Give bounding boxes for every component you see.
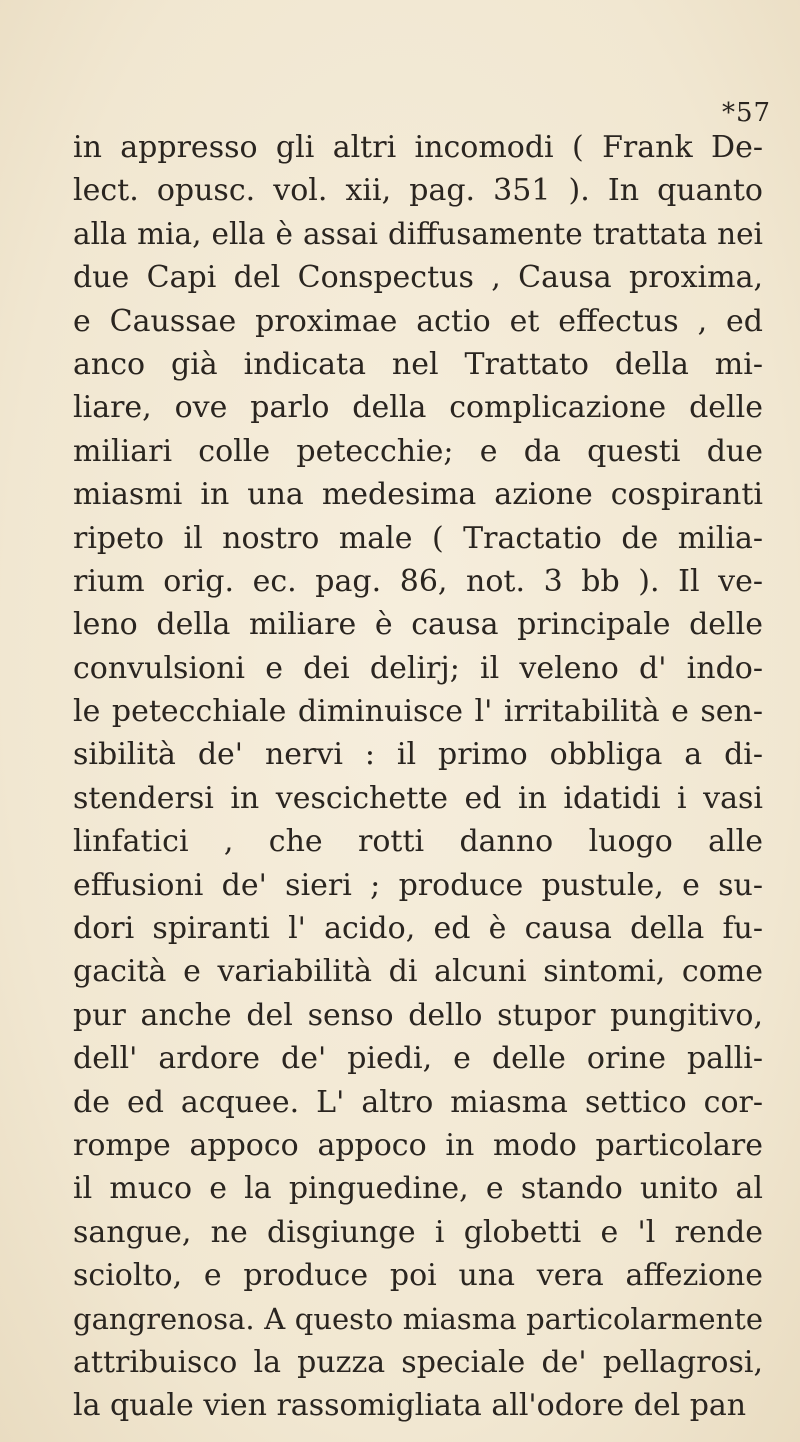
text-line: le petecchiale diminuisce l' irritabilità e sen-: [73, 694, 763, 730]
text-line: effusioni de' sieri ; produce pustule, e su-: [73, 867, 763, 903]
text-line: convulsioni e dei delirj; il veleno d' indo-: [73, 650, 763, 686]
text-line: ripeto il nostro male ( Tractatio de milia-: [73, 520, 763, 556]
text-line: la quale vien rassomigliata all'odore del pan: [73, 1388, 747, 1424]
text-line: e Caussae proximae actio et effectus , ed: [73, 303, 763, 339]
text-line: linfatici , che rotti danno luogo alle: [73, 824, 763, 860]
page-number: *57: [722, 98, 772, 128]
text-line: pur anche del senso dello stupor pungitivo,: [73, 997, 763, 1033]
text-line: sibilità de' nervi : il primo obbliga a di-: [73, 737, 763, 773]
text-line: sangue, ne disgiunge i globetti e 'l rende: [73, 1214, 763, 1250]
text-line: miasmi in una medesima azione cospiranti: [73, 477, 763, 513]
text-line: il muco e la pinguedine, e stando unito al: [73, 1171, 763, 1207]
body-text: [73, 126, 763, 1428]
text-line: sciolto, e produce poi una vera affezione: [73, 1258, 763, 1294]
text-line: liare, ove parlo della complicazione delle: [73, 390, 763, 426]
text-line: dori spiranti l' acido, ed è causa della fu-: [73, 911, 763, 947]
text-line: dell' ardore de' piedi, e delle orine palli-: [73, 1041, 763, 1077]
text-line: gangrenosa. A questo miasma particolarmente: [73, 1301, 763, 1336]
text-line: anco già indicata nel Trattato della mi-: [73, 346, 763, 382]
text-line: due Capi del Conspectus , Causa proxima,: [73, 260, 763, 296]
text-line: attribuisco la puzza speciale de' pellagrosi,: [73, 1344, 763, 1380]
text-line: stendersi in vescichette ed in idatidi i vasi: [73, 780, 763, 816]
text-line: in appresso gli altri incomodi ( Frank De-: [73, 130, 763, 165]
text-line: alla mia, ella è assai diffusamente trattata nei: [73, 216, 763, 251]
text-line: miliari colle petecchie; e da questi due: [73, 433, 763, 469]
text-line: gacità e variabilità di alcuni sintomi, come: [73, 954, 763, 990]
text-line: rompe appoco appoco in modo particolare: [73, 1127, 763, 1163]
text-line: leno della miliare è causa principale delle: [73, 607, 763, 643]
text-line: de ed acquee. L' altro miasma settico cor-: [73, 1084, 763, 1120]
text-line: lect. opusc. vol. xii, pag. 351 ). In quanto: [73, 173, 763, 209]
text-line: rium orig. ec. pag. 86, not. 3 bb ). Il ve-: [73, 563, 763, 599]
